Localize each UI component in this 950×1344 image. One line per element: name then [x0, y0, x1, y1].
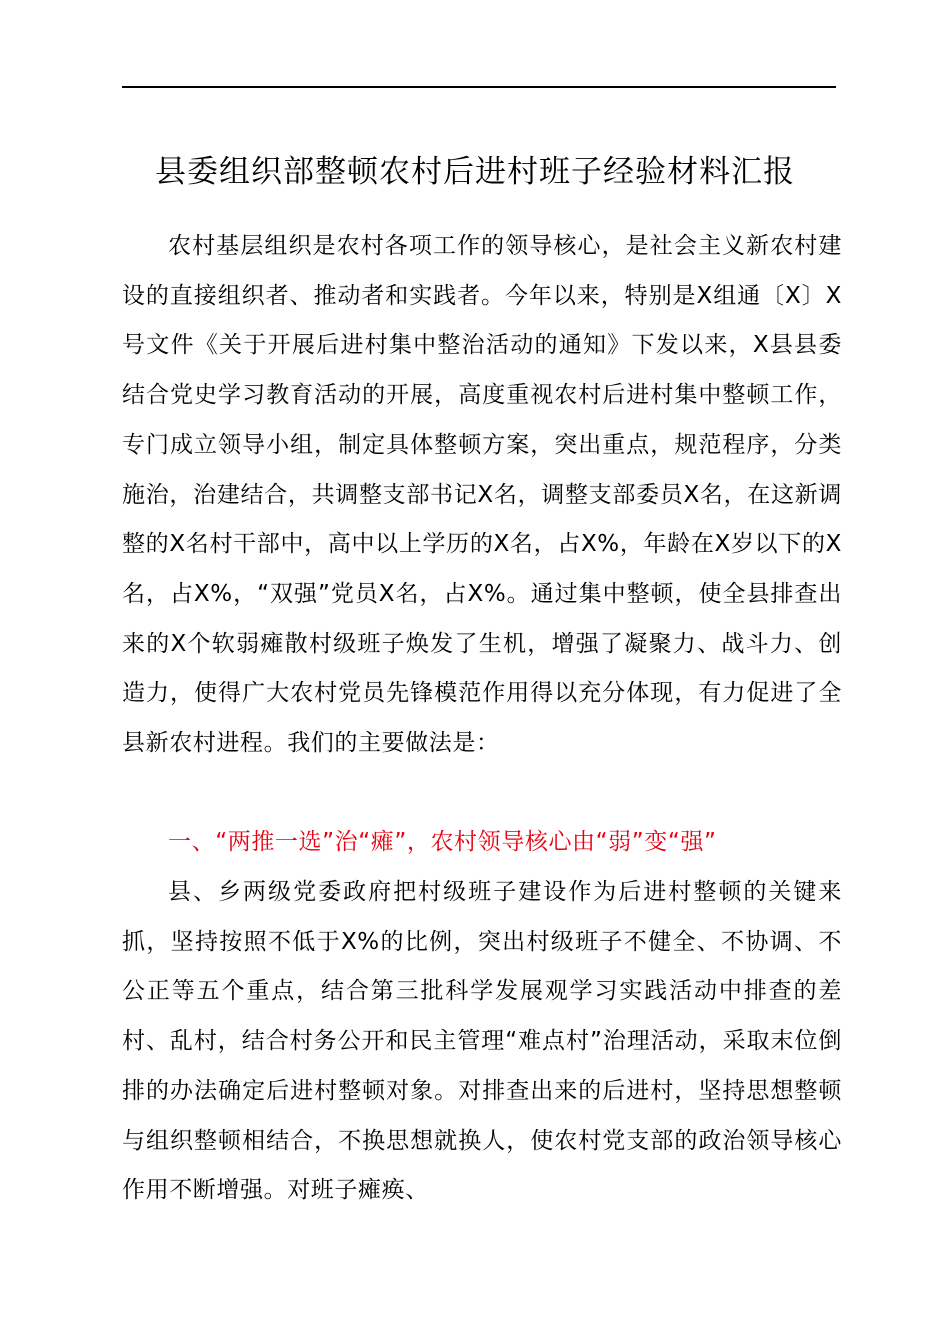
body-block-section-1 [122, 868, 842, 1216]
paragraph-section-1: 县、乡两级党委政府把村级班子建设作为后进村整顿的关键来抓，坚持按照不低于X%的比例，突出村级班子不健全、不协调、不公正等五个重点，结合第三批科学发展观学习实践活动中排查的差村、乱村，结合村务公开和民主管理“难点村”治理活动，采取末位倒排的办法确定后进村整顿对象。对排查出来的后进村，坚持思想整顿与组织整顿相结合，不换思想就换人，使农村党支部的政治领导核心作用不断增强。对班子瘫痪、 [122, 879, 842, 1204]
body-block-intro [122, 222, 842, 769]
document-title: 县委组织部整顿农村后进村班子经验材料汇报 [155, 154, 795, 190]
header-rule [122, 86, 836, 88]
section-heading: 一、“两推一选”治“瘫”，农村领导核心由“弱”变“强” [168, 829, 717, 855]
body-block-heading [122, 818, 842, 868]
paragraph-intro: 农村基层组织是农村各项工作的领导核心，是社会主义新农村建设的直接组织者、推动者和实践者。今年以来，特别是X组通〔X〕X号文件《关于开展后进村集中整治活动的通知》下发以来，X县县委结合党史学习教育活动的开展，高度重视农村后进村集中整顿工作，专门成立领导小组，制定具体整顿方案，突出重点，规范程序，分类施治，治建结合，共调整支部书记X名，调整支部委员X名，在这新调整的X名村干部中，高中以上学历的X名，占X%，年龄在X岁以下的X名，占X%，“双强”党员X名，占X%。通过集中整顿，使全县排查出来的X个软弱瘫散村级班子焕发了生机，增强了凝聚力、战斗力、创造力，使得广大农村党员先锋模范作用得以充分体现，有力促进了全县新农村进程。我们的主要做法是： [122, 233, 842, 757]
